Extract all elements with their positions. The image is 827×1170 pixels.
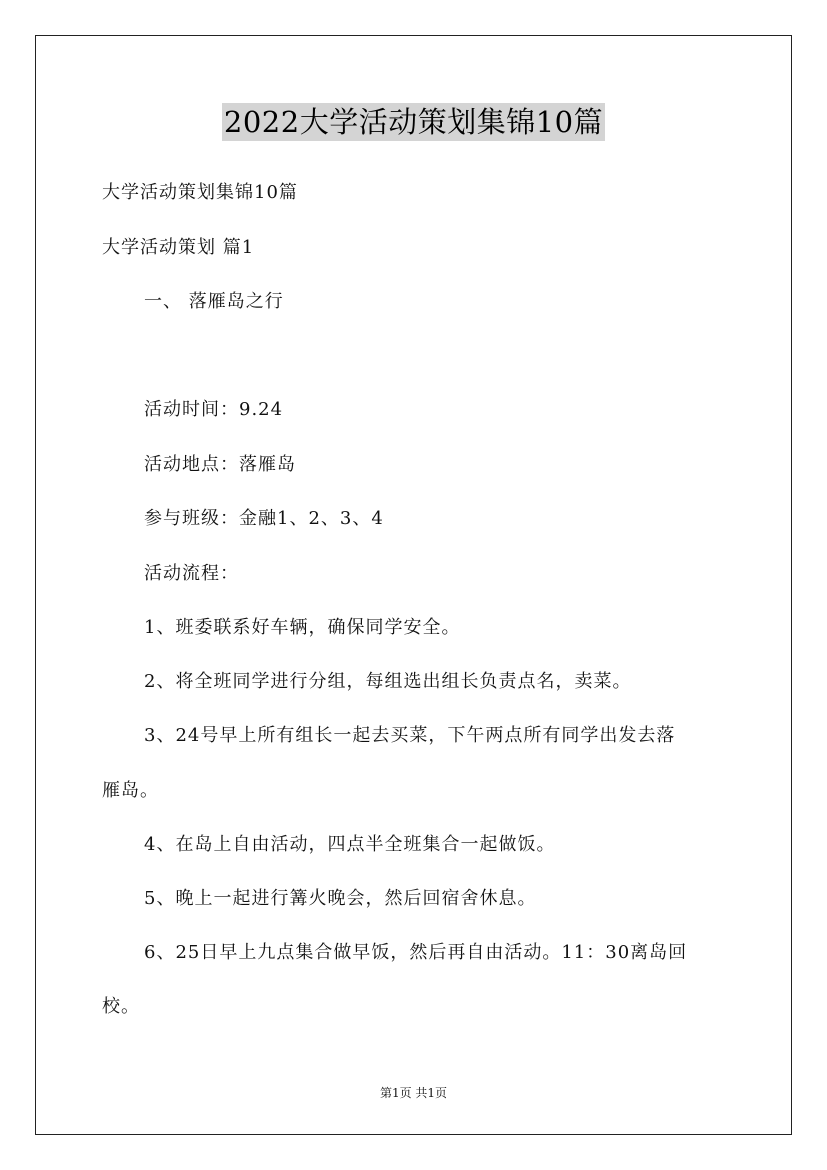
activity-location: 活动地点：落雁岛	[144, 454, 296, 475]
participating-classes: 参与班级：金融1、2、3、4	[144, 508, 384, 529]
process-step: 4、在岛上自由活动，四点半全班集合一起做饭。	[144, 834, 556, 855]
process-step-continued: 雁岛。	[102, 780, 159, 801]
title-container	[0, 103, 827, 141]
process-step-continued: 校。	[102, 996, 140, 1017]
document-title: 2022大学活动策划集锦10篇	[223, 105, 604, 139]
process-step: 5、晚上一起进行篝火晚会，然后回宿舍休息。	[144, 888, 537, 909]
subsection-heading: 一、 落雁岛之行	[144, 291, 284, 312]
page-footer: 第1页 共1页	[379, 1086, 448, 1100]
process-step: 2、将全班同学进行分组，每组选出组长负责点名，卖菜。	[144, 671, 632, 692]
doc-heading: 大学活动策划集锦10篇	[102, 182, 298, 203]
section-heading: 大学活动策划 篇1	[102, 237, 255, 258]
process-step: 6、25日早上九点集合做早饭，然后再自由活动。11：30离岛回	[144, 942, 688, 963]
process-step: 1、班委联系好车辆，确保同学安全。	[144, 617, 461, 638]
activity-process-label: 活动流程：	[144, 563, 239, 584]
process-step: 3、24号早上所有组长一起去买菜，下午两点所有同学出发去落	[144, 725, 676, 746]
activity-time: 活动时间：9.24	[144, 399, 284, 420]
